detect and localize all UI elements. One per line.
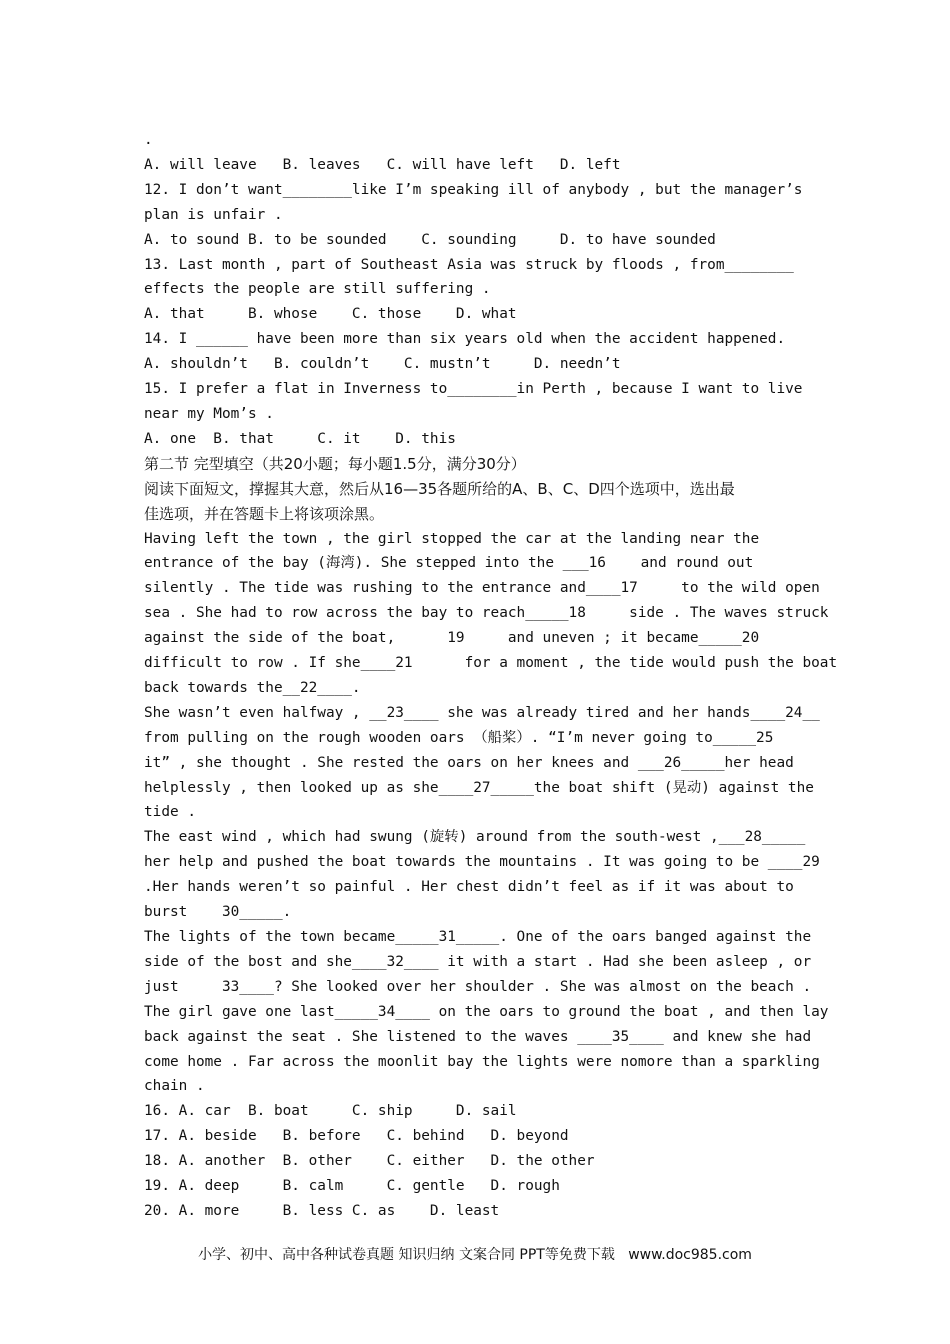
passage-line: sea . She had to row across the bay to reach_____18 side . The waves struck [144, 605, 829, 622]
question-14: 14. I ______ have been more than six years old when the accident happened. [144, 331, 786, 348]
answer-options-12: A. to sound B. to be sounded C. sounding D. to have sounded [144, 231, 716, 248]
answer-options-11: A. will leave B. leaves C. will have left D. left [144, 156, 621, 173]
option-17: 17. A. beside B. before C. behind D. beyond [144, 1128, 569, 1145]
passage-line: just 33____? She looked over her shoulder . She was almost on the beach . [144, 978, 812, 995]
answer-options-14: A. shouldn’t B. couldn’t C. mustn’t D. needn’t [144, 356, 621, 373]
passage-line: burst 30_____. [144, 904, 292, 921]
passage-line: The lights of the town became_____31_____. One of the oars banged against the [144, 929, 812, 945]
passage-line: from pulling on the rough wooden oars （船桨）. “I’m never going to_____25 [144, 729, 774, 746]
passage-line: The east wind , which had swung (旋转) around from the south-west ,___28_____ [144, 829, 806, 846]
passage-line: The girl gave one last_____34____ on the oars to ground the boat , and then lay [144, 1003, 829, 1020]
question-15: 15. I prefer a flat in Inverness to________in Perth , because I want to live [144, 381, 803, 398]
option-18: 18. A. another B. other C. either D. the other [144, 1153, 595, 1170]
passage-line: it” , she thought . She rested the oars on her knees and ___26_____her head [144, 754, 794, 771]
passage-line: chain . [144, 1078, 205, 1095]
answer-options-15: A. one B. that C. it D. this [144, 430, 456, 447]
passage-line: side of the bost and she____32____ it with a start . Had she been asleep , or [144, 953, 812, 970]
section-heading: 第二节 完型填空（共20小题；每小题1.5分，满分30分） [144, 454, 526, 473]
passage-line: Having left the town , the girl stopped the car at the landing near the [144, 530, 760, 547]
passage-line: helplessly , then looked up as she____27_____the boat shift (晃动) against the [144, 779, 814, 796]
passage-line: her help and pushed the boat towards the mountains . It was going to be ____29 [144, 854, 820, 871]
section-instructions-cont: 佳选项，并在答题卡上将该项涂黑。 [144, 504, 385, 523]
section-instructions: 阅读下面短文，撑握其大意，然后从16—35各题所给的A、B、C、D四个选项中，选出最 [144, 479, 735, 498]
option-20: 20. A. more B. less C. as D. least [144, 1202, 500, 1219]
question-15-cont: near my Mom’s . [144, 405, 274, 422]
passage-line: back towards the__22____. [144, 679, 361, 696]
question-12: 12. I don’t want________like I’m speaking ill of anybody , but the manager’s [144, 181, 803, 198]
footer-text: 小学、初中、高中各种试卷真题 知识归纳 文案合同 PPT等免费下载 www.doc985.com [198, 1247, 752, 1263]
answer-options-13: A. that B. whose C. those D. what [144, 306, 517, 323]
passage-line: back against the seat . She listened to the waves ____35____ and knew she had [144, 1028, 812, 1045]
document-page [144, 128, 838, 1224]
question-13: 13. Last month , part of Southeast Asia was struck by floods , from________ [144, 256, 794, 273]
passage-line: tide . [144, 804, 196, 821]
passage-line: difficult to row . If she____21 for a moment , the tide would push the boat [144, 655, 838, 672]
question-12-cont: plan is unfair . [144, 206, 283, 223]
passage-line: She wasn’t even halfway , __23____ she was already tired and her hands____24__ [144, 704, 820, 721]
passage-line: entrance of the bay (海湾). She stepped into the ___16 and round out [144, 555, 754, 572]
question-13-cont: effects the people are still suffering . [144, 281, 491, 298]
passage-line: against the side of the boat, 19 and uneven ; it became_____20 [144, 630, 760, 647]
passage-line: .Her hands weren’t so painful . Her chest didn’t feel as if it was about to [144, 879, 794, 896]
option-19: 19. A. deep B. calm C. gentle D. rough [144, 1178, 560, 1195]
passage-line: come home . Far across the moonlit bay the lights were nomore than a sparkling [144, 1053, 820, 1070]
passage-line: silently . The tide was rushing to the entrance and____17 to the wild open [144, 580, 820, 597]
text-line: . [144, 132, 153, 148]
option-16: 16. A. car B. boat C. ship D. sail [144, 1103, 517, 1120]
